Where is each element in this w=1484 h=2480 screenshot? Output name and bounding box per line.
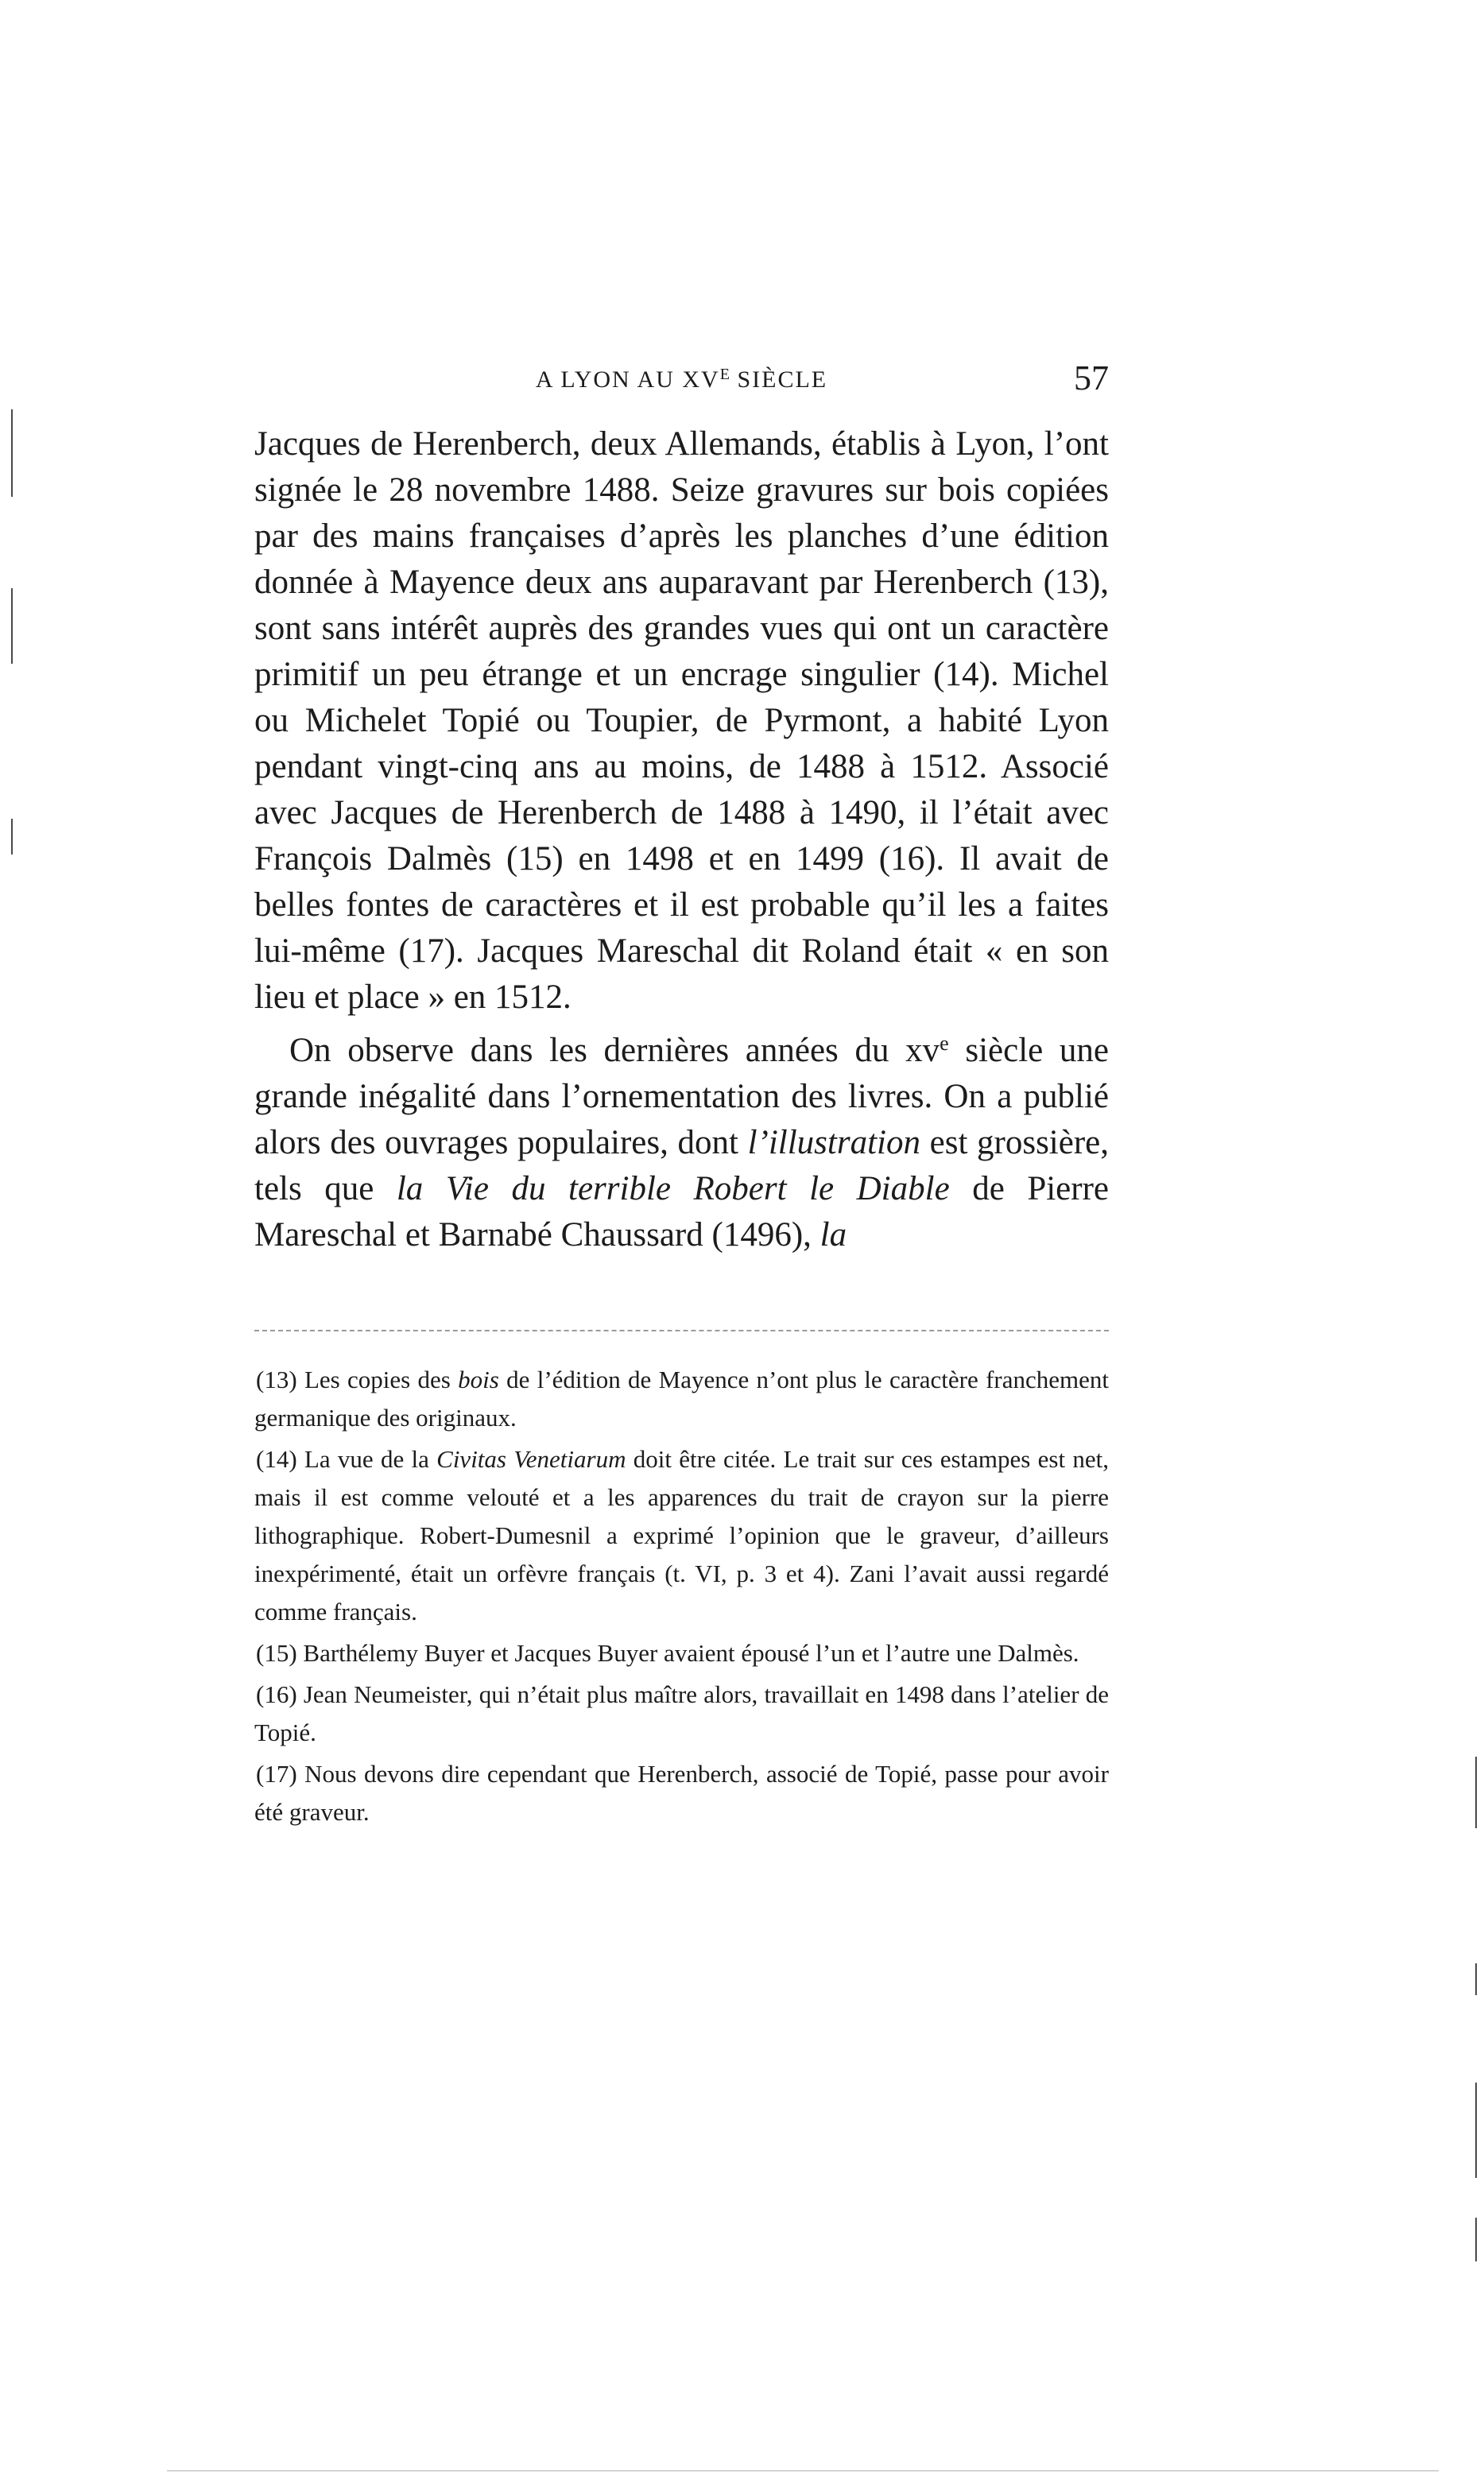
- running-title-sup: E: [719, 366, 730, 383]
- bottom-edge-rule: [167, 2470, 1439, 2471]
- paragraph-2-sup: e: [940, 1032, 949, 1055]
- paragraph-2-italic-1: l’illustration: [747, 1124, 920, 1161]
- margin-mark: [1475, 1963, 1477, 1995]
- footnote-16: (16) Jean Neumeister, qui n’était plus maître alors, travaillait en 1498 dans l’atelier de Topié.: [254, 1680, 1109, 1746]
- running-title-suffix: SIÈCLE: [729, 366, 828, 393]
- margin-mark: [11, 588, 13, 664]
- page-number: 57: [1074, 358, 1109, 397]
- paragraph-2-text-3: est grossière, tels que: [254, 1124, 1109, 1207]
- footnote-15: (15) Barthélemy Buyer et Jacques Buyer avaient épousé l’un et l’autre une Dalmès.: [256, 1639, 1079, 1667]
- paragraph-2-italic-2: la Vie du terrible Robert le Diable: [396, 1170, 950, 1207]
- body-text: [254, 421, 1109, 1258]
- footnote-13-text-a: (13) Les copies des: [256, 1366, 459, 1393]
- paragraph-2-text-2: siècle une grande inégalité dans l’ornementation des livres. On a publié alors des ouvrages populaires, dont: [254, 1032, 1109, 1161]
- footnote-13-text-b: de l’édition de Mayence n’ont plus le caractère franchement germanique des originaux.: [254, 1366, 1109, 1432]
- footnote-17: (17) Nous devons dire cependant que Herenberch, associé de Topié, passe pour avoir été graveur.: [254, 1760, 1109, 1826]
- paragraph-1-text: Jacques de Herenberch, deux Allemands, établis à Lyon, l’ont signée le 28 novembre 1488. Seize gravures sur bois copiées par des mains françaises d’après les planches d’une édition donnée à Mayence deux ans auparavant par Herenberch (13), sont sans intérêt auprès des grandes vues qui ont un caractère primitif un peu étrange et un encrage singulier (14). Michel ou Michelet Topié ou Toupier, de Pyrmont, a habité Lyon pendant vingt-cinq ans au moins, de 1488 à 1512. Associé avec Jacques de Herenberch de 1488 à 1490, il l’était avec François Dalmès (15) en 1498 et en 1499 (16). Il avait de belles fontes de caractères et il est probable qu’il les a faites lui-même (17). Jacques Mareschal dit Roland était « en son lieu et place » en 1512.: [254, 425, 1109, 1016]
- margin-mark: [11, 409, 13, 497]
- footnote-14: [254, 1440, 1109, 1631]
- footnote-14-text-a: (14) La vue de la: [256, 1445, 437, 1473]
- footnote-14-text-b: doit être citée. Le trait sur ces estampes est net, mais il est comme velouté et a les apparences du trait de crayon sur la pierre lithographique. Robert-Dumesnil a exprimé l’opinion que le graveur, d’ailleurs inexpérimenté, était un orfèvre français (t. VI, p. 3 et 4). Zani l’avait aussi regardé comme français.: [254, 1445, 1109, 1626]
- paragraph-2: [254, 1021, 1109, 1258]
- paragraph-1: [254, 421, 1109, 1021]
- footnote-14-italic: Civitas Venetiarum: [436, 1445, 626, 1473]
- footnote-13-italic: bois: [458, 1366, 499, 1393]
- margin-mark: [1475, 1757, 1477, 1828]
- margin-mark: [1475, 2083, 1477, 2178]
- paragraph-2-text-4: de Pierre Mareschal et Barnabé Chaussard (1496),: [254, 1170, 1109, 1254]
- paragraph-2-italic-3: la: [819, 1216, 847, 1254]
- footnotes: [254, 1361, 1109, 1835]
- running-head: [254, 358, 1109, 409]
- running-title-prefix: A LYON AU XV: [535, 366, 720, 393]
- footnote-13: [254, 1361, 1109, 1437]
- running-title: [254, 366, 1109, 393]
- paragraph-2-text-1: On observe dans les dernières années du xv: [289, 1032, 940, 1069]
- margin-mark: [1475, 2218, 1477, 2261]
- footnote-separator: [254, 1330, 1109, 1331]
- margin-mark: [11, 819, 13, 854]
